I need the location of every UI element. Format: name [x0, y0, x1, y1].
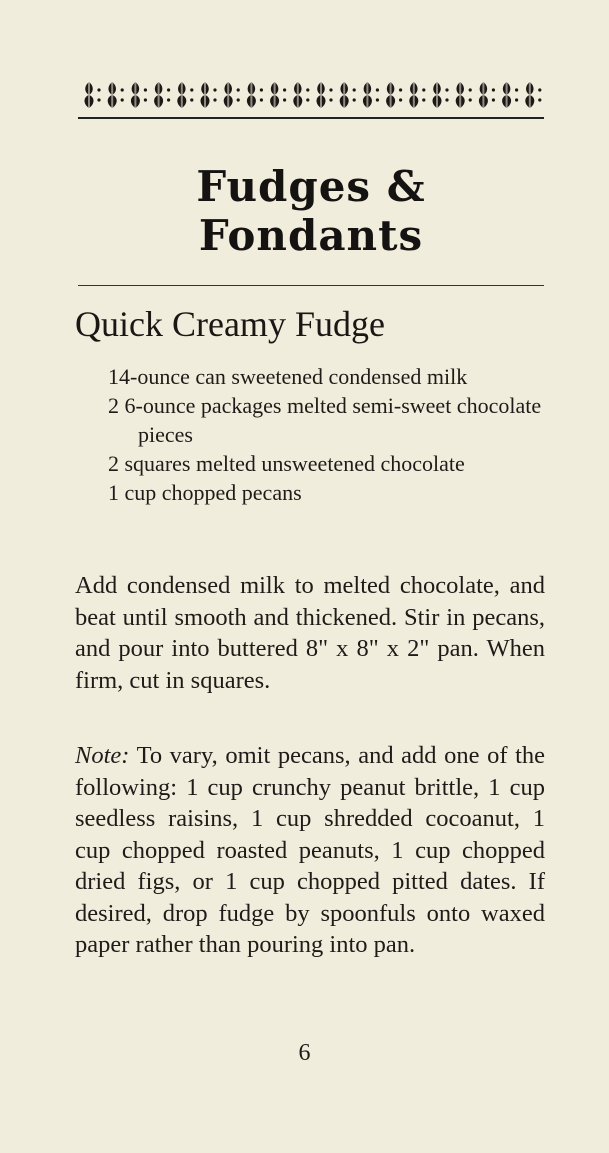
title-divider [78, 285, 544, 286]
leaf-icon [433, 82, 449, 108]
ingredient-item: 2 6-ounce packages melted semi-sweet chocolate pieces [108, 393, 542, 447]
ornamental-border [80, 80, 544, 110]
leaf-icon [456, 82, 472, 108]
ingredient-item: 1 cup chopped pecans [108, 480, 302, 505]
leaf-icon [154, 82, 170, 108]
leaf-icon [224, 82, 240, 108]
page-number: 6 [298, 1040, 311, 1066]
leaf-icon [247, 82, 263, 108]
leaf-icon [131, 82, 147, 108]
leaf-icon [363, 82, 379, 108]
chapter-title: Fudges & Fondants [196, 162, 426, 260]
leaf-icon [201, 82, 217, 108]
leaf-icon [409, 82, 425, 108]
note-label: Note: [75, 742, 130, 769]
leaf-icon [270, 82, 286, 108]
leaf-icon [317, 82, 333, 108]
ingredient-item: 2 squares melted unsweetened chocolate [108, 451, 465, 476]
leaf-icon [386, 82, 402, 108]
recipe-note [75, 740, 545, 961]
leaf-icon [293, 82, 309, 108]
ornament-rule [78, 117, 544, 119]
recipe-title: Quick Creamy Fudge [75, 304, 385, 344]
leaf-icon [525, 82, 541, 108]
note-text: To vary, omit pecans, and add one of the following: 1 cup crunchy peanut brittle, 1 cup seedless raisins, 1 cup shredded cocoanut, 1 cup chopped roasted peanuts, 1 cup chopped dried figs, or 1 cup chopped pitted dates. If desired, drop fudge by spoonfuls onto waxed paper rather than pouring into pan. [75, 742, 545, 958]
recipe-instructions: Add condensed milk to melted chocolate, and beat until smooth and thickened. Stir in pecans, and pour into buttered 8" x 8" x 2" pan. When firm, cut in squares. [75, 572, 545, 694]
ingredient-list [108, 362, 548, 507]
leaf-ornament-icon [80, 80, 544, 110]
leaf-icon [479, 82, 495, 108]
leaf-icon [85, 82, 101, 108]
leaf-icon [340, 82, 356, 108]
ingredient-item: 14-ounce can sweetened condensed milk [108, 364, 468, 389]
leaf-icon [108, 82, 124, 108]
leaf-icon [502, 82, 518, 108]
leaf-icon [177, 82, 193, 108]
